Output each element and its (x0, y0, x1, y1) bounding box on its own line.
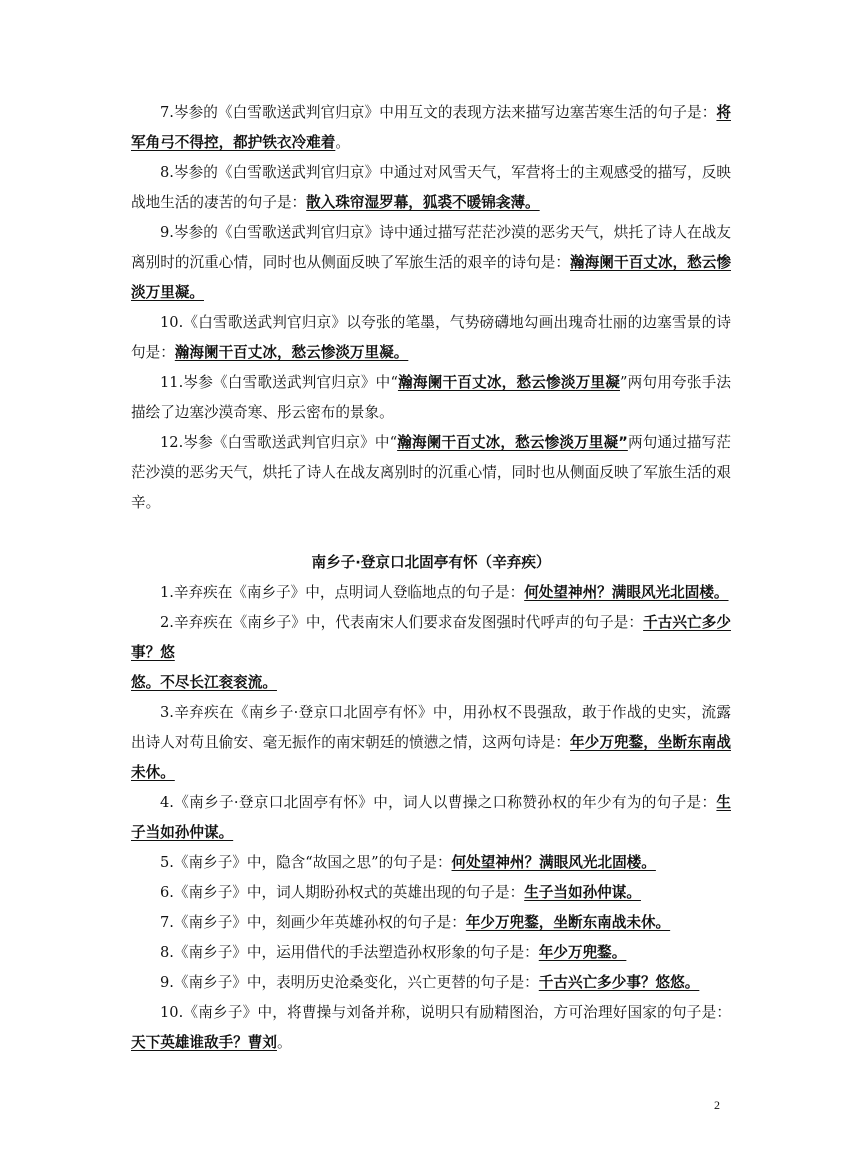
question-item (131, 698, 731, 788)
question-item (131, 938, 731, 968)
answer-text: 瀚海阑干百丈冰，愁云惨淡万里凝。 (174, 344, 409, 361)
question-text-tail: 两句通过描写茫茫沙漠的恶劣天气，烘托了诗人在战友离别时的沉重心情，同时也从侧面反映了军旅生活的艰辛。 (131, 434, 731, 511)
question-item (131, 788, 731, 848)
answer-text: 生子当如孙仲谋。 (524, 884, 641, 901)
answer-text: 瀚海阑干百丈冰，愁云惨淡万里凝 (397, 374, 620, 391)
question-text-tail: ”两句用夸张手法描绘了边塞沙漠奇寒、彤云密布的景象。 (131, 374, 731, 421)
question-item (131, 218, 731, 308)
question-text: 6.《南乡子》中，词人期盼孙权式的英雄出现的句子是： (160, 884, 525, 901)
question-item (131, 848, 731, 878)
question-text: 1.辛弃疾在《南乡子》中，点明词人登临地点的句子是： (160, 584, 525, 601)
answer-text: 瀚海阑干百丈冰，愁云惨淡万里凝” (397, 434, 628, 451)
question-text-tail: 。 (276, 1034, 292, 1051)
question-text: 10.《白雪歌送武判官归京》以夸张的笔墨，气势磅礴地勾画出瑰奇壮丽的边塞雪景的诗句是： (131, 314, 731, 361)
question-text: 10.《南乡子》中，将曹操与刘备并称，说明只有励精图治，方可治理好国家的句子是： (160, 1004, 731, 1021)
question-text: 7.《南乡子》中，刻画少年英雄孙权的句子是： (160, 914, 466, 931)
question-text: 3.辛弃疾在《南乡子·登京口北固亭有怀》中，用孙权不畏强敌，敢于作战的史实，流露出诗人对苟且偷安、毫无振作的南宋朝廷的愤懑之情，这两句诗是： (131, 704, 731, 751)
question-item (131, 998, 731, 1058)
question-text: 4.《南乡子·登京口北固亭有怀》中，词人以曹操之口称赞孙权的年少有为的句子是： (160, 794, 717, 811)
question-item (131, 308, 731, 368)
question-text: 12.岑参《白雪歌送武判官归京》中“ (160, 434, 398, 451)
question-text-tail: 。 (335, 134, 350, 151)
answer-text: 年少万兜鍪。 (538, 944, 627, 961)
question-text: 8.《南乡子》中，运用借代的手法塑造孙权形象的句子是： (160, 944, 539, 961)
question-item-continuation (131, 668, 731, 698)
answer-text: 何处望神州？满眼风光北固楼。 (451, 854, 656, 871)
answer-text: 瀚海阑干百丈冰，愁云惨淡万里凝。 (131, 254, 731, 301)
question-text: 8.岑参的《白雪歌送武判官归京》中通过对风雪天气，军营将士的主观感受的描写，反映战地生活的凄苦的句子是： (131, 164, 731, 211)
answer-text: 悠。不尽长江衮衮流。 (131, 674, 277, 691)
question-text: 2.辛弃疾在《南乡子》中，代表南宋人们要求奋发图强时代呼声的句子是： (160, 614, 644, 631)
question-item (131, 428, 731, 518)
page-content (131, 98, 731, 1058)
question-item (131, 98, 731, 158)
answer-text: 千古兴亡多少事？悠 (131, 614, 731, 661)
question-item (131, 878, 731, 908)
answer-text: 年少万兜鍪，坐断东南战未休。 (131, 734, 731, 781)
page-number: 2 (714, 1098, 720, 1112)
question-item (131, 608, 731, 668)
question-item (131, 908, 731, 938)
question-item (131, 578, 731, 608)
answer-text: 何处望神州？满眼风光北固楼。 (524, 584, 729, 601)
question-text: 11.岑参《白雪歌送武判官归京》中“ (160, 374, 398, 391)
question-text: 9.岑参的《白雪歌送武判官归京》诗中通过描写茫茫沙漠的恶劣天气，烘托了诗人在战友离别时的沉重心情，同时也从侧面反映了军旅生活的艰辛的诗句是： (131, 224, 731, 271)
question-item (131, 968, 731, 998)
question-text: 9.《南乡子》中，表明历史沧桑变化，兴亡更替的句子是： (160, 974, 539, 991)
question-item (131, 368, 731, 428)
answer-text: 年少万兜鍪，坐断东南战未休。 (465, 914, 671, 931)
answer-text: 散入珠帘湿罗幕，狐裘不暖锦衾薄。 (306, 194, 540, 211)
question-text: 5.《南乡子》中，隐含“故国之思”的句子是： (160, 854, 452, 871)
question-text: 7.岑参的《白雪歌送武判官归京》中用互文的表现方法来描写边塞苦寒生活的句子是： (160, 104, 717, 121)
answer-text: 天下英雄谁敌手？曹刘 (131, 1034, 277, 1051)
section-title: 南乡子·登京口北固亭有怀（辛弃疾） (311, 554, 551, 571)
answer-text: 生子当如孙仲谋。 (131, 794, 731, 841)
answer-text: 千古兴亡多少事？悠悠。 (538, 974, 700, 991)
answer-text: 将军角弓不得控，都护铁衣冷难着 (131, 104, 731, 151)
question-item (131, 158, 731, 218)
